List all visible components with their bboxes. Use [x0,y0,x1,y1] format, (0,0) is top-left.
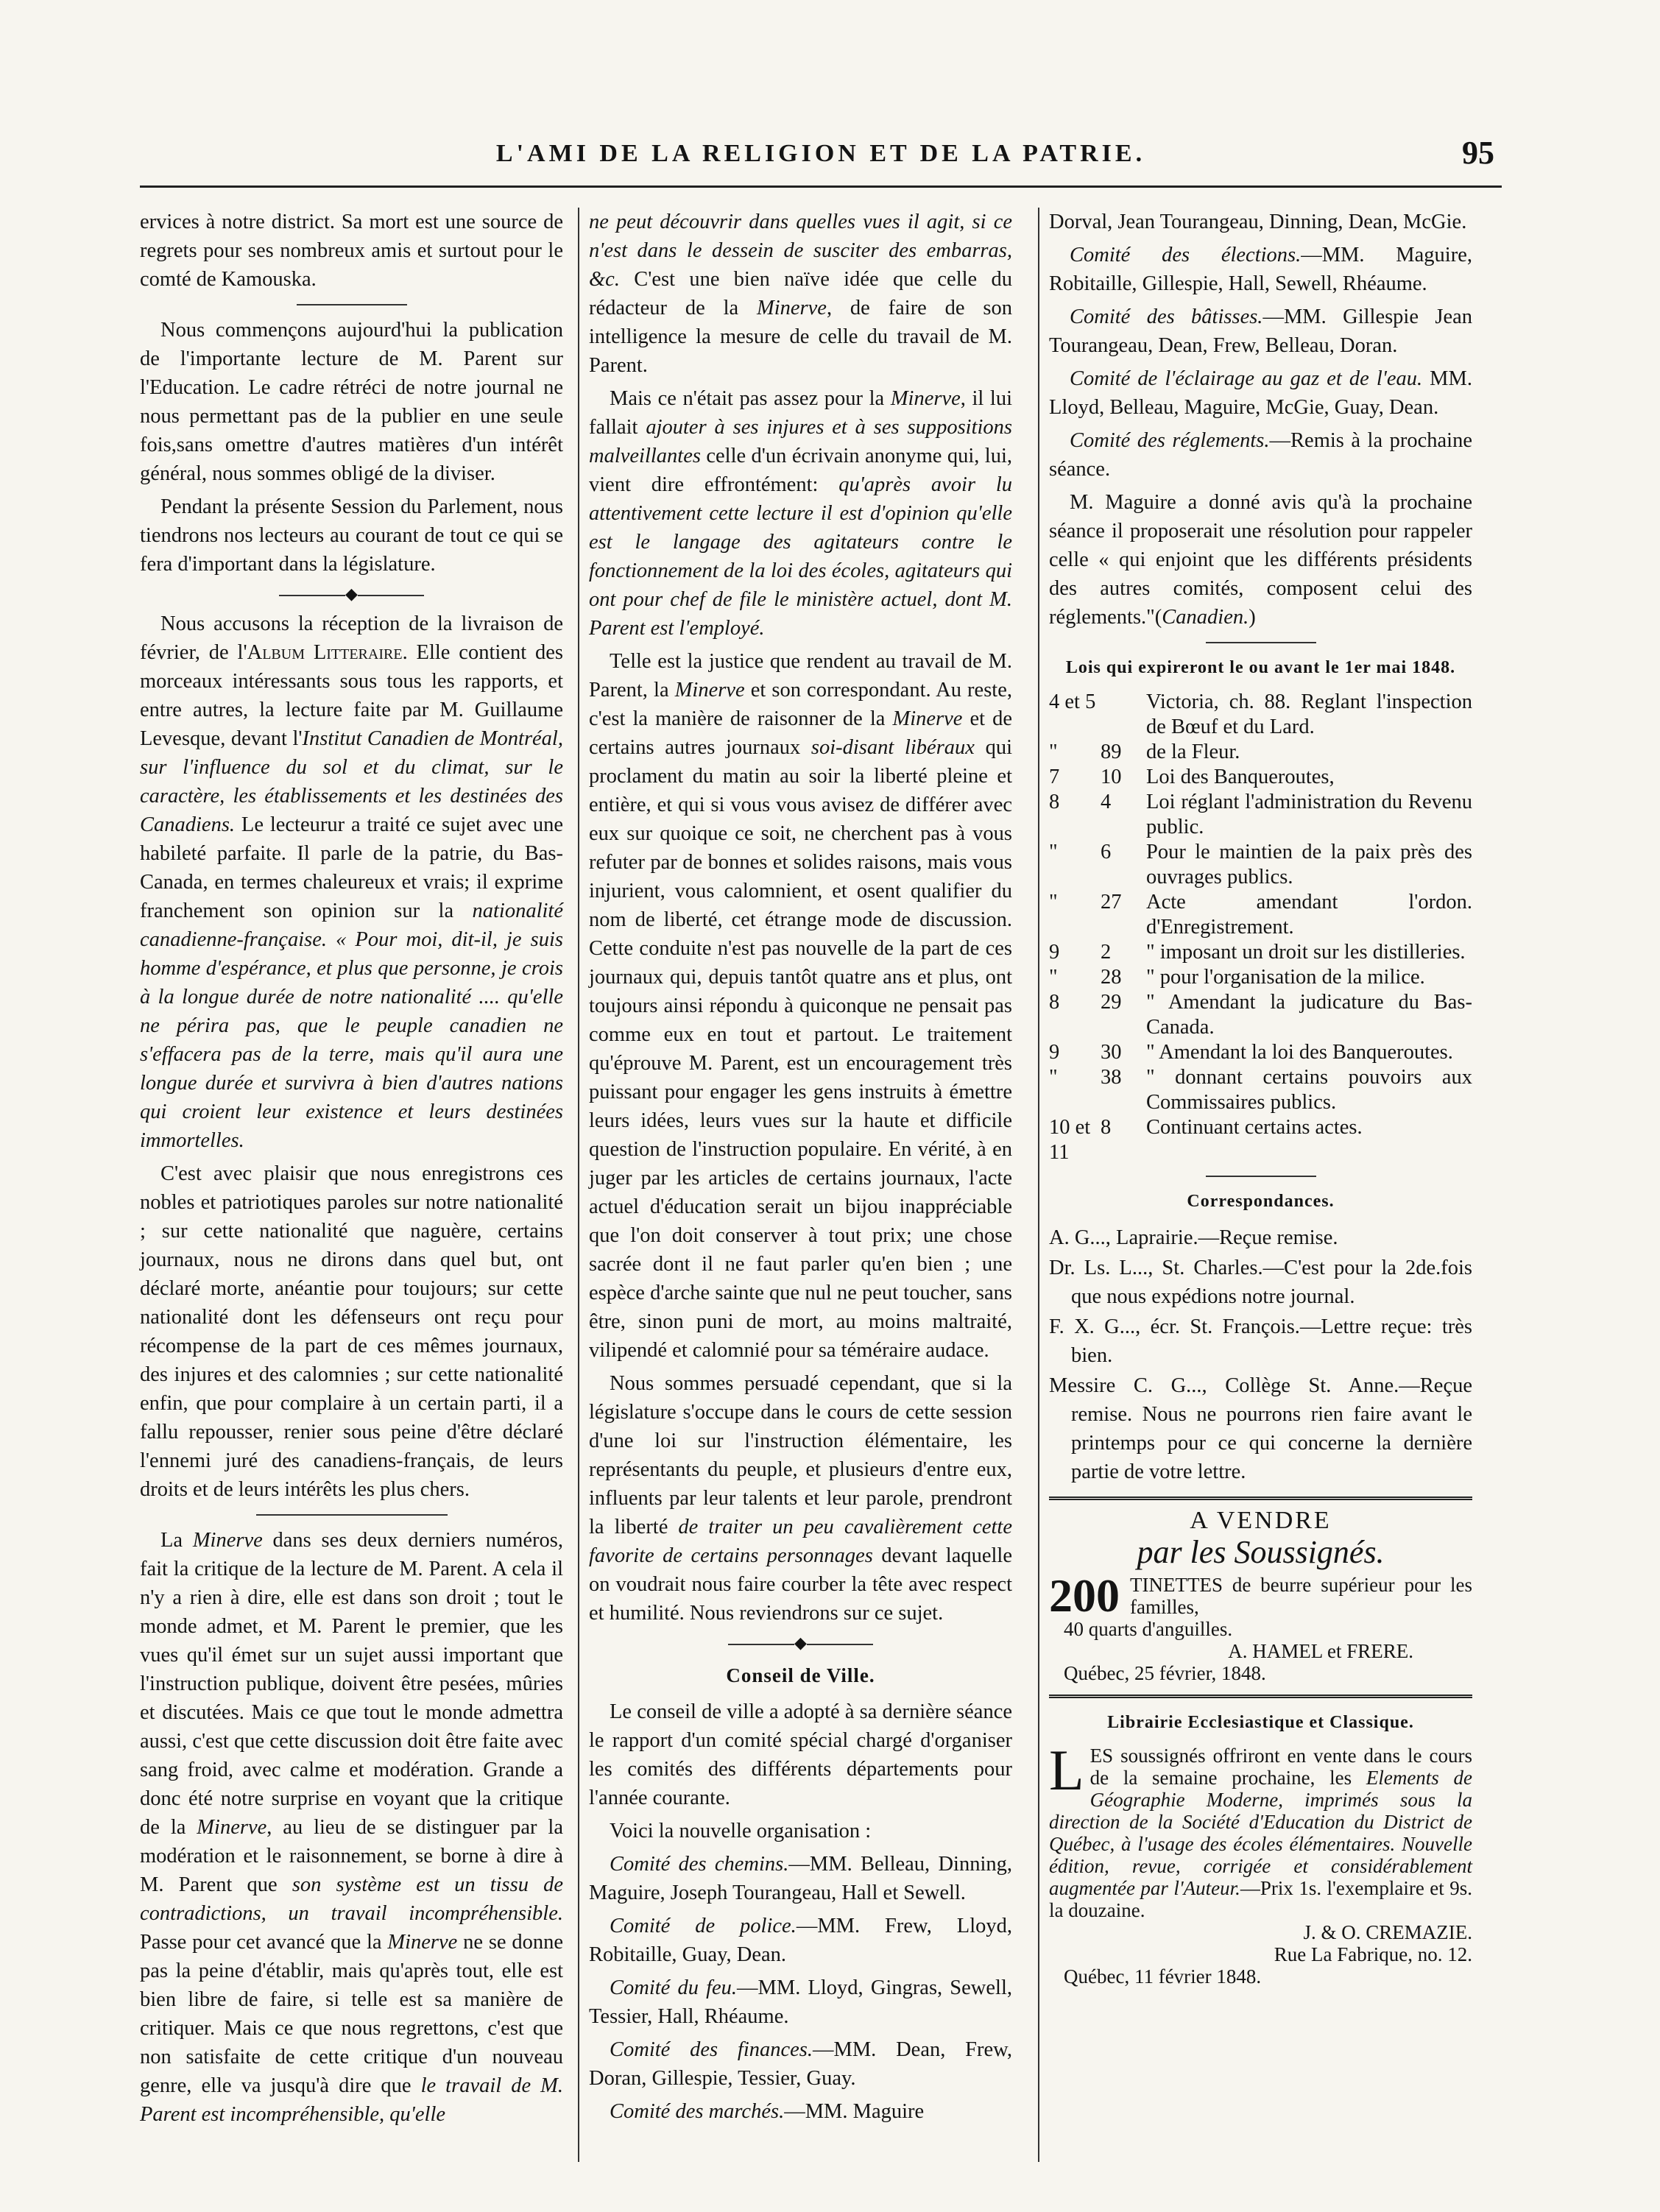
paragraph: Pendant la présente Session du Parlement, nous tiendrons nos lecteurs au courant de tout ce qui se fera d'important dans la législature. [140,495,563,576]
correspondence-item: F. X. G..., écr. St. François.—Lettre reçue: très bien. [1049,1315,1472,1367]
law-cell: 9 [1049,941,1060,964]
law-cell: 10 et 11 [1049,1116,1091,1164]
paragraph: Dorval, Jean Tourangeau, Dinning, Dean, McGie. [1049,211,1467,233]
paragraph: ervices à notre district. Sa mort est une source de regrets pour ses nombreux amis et surtout pour le comté de Kamouska. [140,211,563,291]
drop-cap: L [1049,1738,1084,1802]
committee-entry: Comité du feu.—MM. Lloyd, Gingras, Sewell, Tessier, Hall, Rhéaume. [589,1976,1012,2028]
ornament-separator: ◆ [140,586,563,602]
double-rule [1049,1695,1472,1698]
law-cell: " [1049,841,1058,863]
law-row [1049,690,1472,740]
law-row [1049,1065,1472,1115]
column-rule-2 [1038,208,1039,2162]
separator [297,304,407,305]
law-row [1049,965,1472,990]
column-3 [1049,208,1472,1987]
law-cell: 10 [1101,766,1122,788]
ad-subtitle: par les Soussignés. [1137,1534,1385,1570]
law-cell: Loi réglant l'administration du Revenu public. [1146,791,1472,838]
law-cell: " [1049,741,1058,763]
law-cell: " donnant certains pouvoirs aux Commissaires publics. [1146,1066,1472,1114]
paragraph: Mais ce n'était pas assez pour la Minerve, il lui fallait ajouter à ses injures et à ses suppositions malveillantes celle d'un écrivain anonyme qui, lui, vient dire effrontément: qu'après avoir lu attentivement cette lecture il est d'opinion qu'elle est le langage des agitateurs contre le fonctionnement de la loi des écoles, agitateurs qui ont pour chef de file le ministère actuel, dont M. Parent est l'employé. [589,387,1013,640]
ad2-body: LES soussignés offriront en vente dans le cours de la semaine prochaine, les Elements de Géographie Moderne, imprimés sous la direction de la Société d'Education du District de Québec, à l'usage des écoles élémentaires. Nouvelle édition, revue, corrigée et considérablement augmentée par l'Auteur.—Prix 1s. l'exemplaire et 9s. la douzaine. [1049,1738,1473,1921]
law-cell: 7 [1049,766,1060,788]
law-cell: Continuant certains actes. [1146,1116,1363,1139]
law-cell: Acte amendant l'ordon. d'Enregistrement. [1146,891,1472,939]
paragraph: Voici la nouvelle organisation : [610,1820,872,1842]
law-cell: 28 [1101,966,1122,989]
law-cell: " imposant un droit sur les distilleries. [1146,941,1466,964]
committee-entry: Comité des bâtisses.—MM. Gillespie Jean Tourangeau, Dean, Frew, Belleau, Doran. [1049,305,1473,357]
paragraph: Nous commençons aujourd'hui la publication de l'importante lecture de M. Parent sur l'Education. Le cadre rétréci de notre journal ne nous permettant pas de la publier en une seule fois,sans omettre d'autres matières d'un intérêt général, nous sommes obligé de la diviser. [140,319,563,485]
correspondence-list [1049,1223,1472,1486]
law-cell: 4 [1101,791,1112,813]
law-row [1049,765,1472,790]
ad-text: TINETTES de beurre supérieur pour les familles, [1130,1574,1472,1618]
ad2-signature: J. & O. CREMAZIE. [1303,1921,1472,1943]
law-cell: " [1049,891,1058,914]
ad2-address: Rue La Fabrique, no. 12. [1274,1943,1472,1965]
law-cell: Pour le maintien de la paix près des ouvrages publics. [1146,841,1472,888]
paragraph: Nous accusons la réception de la livraison de février, de l'Album Litteraire. Elle contient des morceaux intéressants sous tous les rapports, et entre autres, la lecture faite par M. Guillaume Levesque, devant l'Institut Canadien de Montréal, sur l'influence du sol et du climat, sur le caractère, les établissements et les destinées des Canadiens. Le lecteurur a traité ce sujet avec une habileté parfaite. Il parle de la patrie, du Bas-Canada, en termes chaleureux et vrais; il exprime franchement son opinion sur la nationalité canadienne-française. « Pour moi, dit-il, je suis homme d'espérance, et plus que personne, je crois à la longue durée de notre nationalité .... qu'elle ne périra pas, que le peuple canadien ne s'effacera pas de la terre, mais qu'il aura une longue durée et survivra à bien d'autres nations qui croient leur existence et leurs destinées immortelles. [140,612,563,1152]
law-cell: " pour l'organisation de la milice. [1146,966,1425,989]
law-row [1049,890,1472,940]
correspondence-item: Messire C. G..., Collège St. Anne.—Reçue remise. Nous ne pourrons rien faire avant le printemps pour ce qui concerne la dernière partie de votre lettre. [1049,1374,1472,1483]
law-cell: 8 [1049,991,1060,1014]
law-cell: 38 [1101,1066,1122,1089]
double-rule [1049,1497,1472,1500]
committee-entry: Comité des marchés.—MM. Maguire [610,2100,925,2123]
correspondence-item: Dr. Ls. L..., St. Charles.—C'est pour la 2de.fois que nous expédions notre journal. [1049,1257,1472,1308]
law-row [1049,990,1472,1040]
law-cell: " [1049,966,1058,989]
ad2-heading: Librairie Ecclesiastique et Classique. [1107,1713,1414,1732]
law-row [1049,790,1472,840]
committee-entry: Comité de police.—MM. Frew, Lloyd, Robitaille, Guay, Dean. [589,1915,1012,1966]
laws-table [1049,690,1472,1165]
paragraph: Le conseil de ville a adopté à sa dernière séance le rapport d'un comité spécial chargé d'organiser les comités des différents départements pour l'année courante. [589,1700,1012,1809]
paragraph: ne peut découvrir dans quelles vues il agit, si ce n'est dans le dessein de susciter des embarras, &c. C'est une bien naïve idée que celle du rédacteur de la Minerve, de faire de son intelligence la mesure de celle du travail de M. Parent. [589,211,1013,377]
column-2 [589,208,1012,2130]
running-title: L'AMI DE LA RELIGION ET DE LA PATRIE. [495,140,1146,167]
law-row [1049,1115,1472,1165]
paragraph: La Minerve dans ses deux derniers numéros, fait la critique de la lecture de M. Parent. A cela il n'y a rien à dire, elle est dans son droit ; tout le monde admet, et M. Parent le premier, que les vues qu'il émet sur un sujet aussi important que l'instruction publique, doivent être pesées, mûries et discutées. Mais ce que tout le monde admettra aussi, c'est que cette discussion doit être faite avec sang froid, avec calme et modération. Grande a donc été notre surprise en voyant que la critique de la Minerve, au lieu de se distinguer par la modération et le raisonnement, se borne à dire à M. Parent que son système est un tissu de contradictions, un travail incompréhensible. Passe pour cet avancé que la Minerve ne se donne pas la peine d'établir, mais qu'après tout, elle est bien libre de faire, si telle est sa manière de critiquer. Mais ce que nous regrettons, c'est que non satisfaite de cette critique d'un nouveau genre, elle va jusqu'à dire que le travail de M. Parent est incompréhensible, qu'elle [140,1529,564,2126]
column-rule-1 [578,208,579,2162]
law-row [1049,740,1472,765]
paragraph: C'est avec plaisir que nous enregistrons ces nobles et patriotiques paroles sur notre nationalité ; sur cette nationalité que naguère, certains journaux, nous ne dirons dans quel but, ont déclaré morte, anéantie pour toujours; sur cette nationalité dont les défenseurs ont reçu pour récompense de la part de ces mêmes journaux, des injures et des calomnies ; sur cette nationalité enfin, que pour complaire à un certain parti, il a fallu repousser, renier sous peine d'être déclaré l'ennemi juré des canadiens-français, de leurs droits et de leurs intérêts les plus chers. [140,1162,563,1501]
law-cell: " Amendant la judicature du Bas-Canada. [1146,991,1472,1039]
ad-signature: A. HAMEL et FRERE. [1228,1640,1413,1662]
paragraph: Nous sommes persuadé cependant, que si la législature s'occupe dans le cours de cette session d'une loi sur l'instruction élémentaire, les représentants du peuple, et plusieurs d'entre eux, influents par leur talents et leur parole, prendront la liberté de traiter un peu cavalièrement cette favorite de certains personnages devant laquelle on voudrait nous faire courber la tête avec respect et humilité. Nous reviendrons sur ce sujet. [589,1372,1013,1625]
ad-quantity: 200 [1049,1569,1120,1622]
law-cell: 8 [1101,1116,1112,1139]
committee-entry: Comité des réglements.—Remis à la prochaine séance. [1049,429,1472,481]
ad-body [1049,1569,1472,1622]
committee-entry: Comité des élections.—MM. Maguire, Robitaille, Gillespie, Hall, Sewell, Rhéaume. [1049,244,1472,295]
law-cell: 4 et 5 [1049,690,1096,713]
law-row [1049,940,1472,965]
committee-entry: Comité des finances.—MM. Dean, Frew, Doran, Gillespie, Tessier, Guay. [589,2038,1012,2090]
law-cell: 9 [1049,1041,1060,1064]
law-cell [1101,690,1146,740]
law-row [1049,1040,1472,1065]
separator [1206,642,1316,643]
ornament-separator: ◆ [589,1635,1012,1651]
law-cell: Victoria, ch. 88. Reglant l'inspection de Bœuf et du Lard. [1146,690,1472,738]
law-cell: 89 [1101,741,1122,763]
committee-entry: Comité de l'éclairage au gaz et de l'eau. MM. Lloyd, Belleau, Maguire, McGie, Guay, Dean. [1049,367,1472,419]
ad-date: Québec, 25 février, 1848. [1064,1662,1266,1684]
column-1 [140,208,563,2133]
law-cell: 29 [1101,991,1122,1014]
ad-text-2: 40 quarts d'anguilles. [1064,1618,1233,1640]
page-number: 95 [1462,135,1494,171]
ad-title: A VENDRE [1190,1507,1332,1534]
law-cell: " Amendant la loi des Banqueroutes. [1146,1041,1453,1064]
paragraph: Telle est la justice que rendent au travail de M. Parent, la Minerve et son correspondant. Au reste, c'est la manière de raisonner de la Minerve et de certains autres journaux soi-disant libéraux qui proclament du matin au soir la liberté pleine et entière, et qui si vous vous avisez de différer avec eux sur quoique ce soit, ne cherchent pas à vous refuter par de bonnes et solides raisons, mais vous injurient, vous calomnient, et osent qualifier du nom de liberté, cet étrange mode de discussion. Cette conduite n'est pas nouvelle de la part de ces journaux qui, depuis tantôt quatre ans et plus, ont toujours ainsi répondu à quiconque ne pensait pas comme eux en tout et partout. Le traitement qu'éprouve M. Parent, est un encouragement très puissant pour engager les gens instruits à émettre leurs idées, leurs vues sur la haute et difficile question de l'instruction populaire. En vérité, à en juger par les articles de certains journaux, l'acte actuel d'éducation serait un bijou inappréciable que l'on doit conserver à tout prix; une chose sacrée dont il ne faut parler qu'en bien ; une espèce d'arche sainte que nul ne peut toucher, sans être, sinon puni de mort, au moins maltraité, vilipendé et calomnié pour sa téméraire audace. [589,650,1013,1362]
committee-entry: Comité des chemins.—MM. Belleau, Dinning, Maguire, Joseph Tourangeau, Hall et Sewell. [589,1853,1012,1904]
separator [256,1514,448,1516]
correspondence-item: A. G..., Laprairie.—Reçue remise. [1049,1226,1338,1249]
ad2-date: Québec, 11 février 1848. [1064,1965,1262,1987]
law-cell: 6 [1101,841,1112,863]
law-cell: 27 [1101,891,1122,914]
law-cell: de la Fleur. [1146,741,1240,763]
law-cell: Loi des Banqueroutes, [1146,766,1335,788]
law-cell: 8 [1049,791,1060,813]
laws-heading: Lois qui expireront le ou avant le 1er mai 1848. [1065,658,1456,677]
law-row [1049,840,1472,890]
correspondence-heading: Correspondances. [1187,1192,1335,1211]
paragraph: M. Maguire a donné avis qu'à la prochaine séance il proposerait une résolution pour rappeler celle « qui enjoint que les différents présidents des autres comités, composent celui des réglements."(Canadien.) [1049,491,1472,629]
law-cell: 2 [1101,941,1112,964]
law-cell: " [1049,1066,1058,1089]
page-header [140,134,1502,188]
section-heading: Conseil de Ville. [726,1664,875,1686]
separator [1206,1176,1316,1177]
law-cell: 30 [1101,1041,1122,1064]
